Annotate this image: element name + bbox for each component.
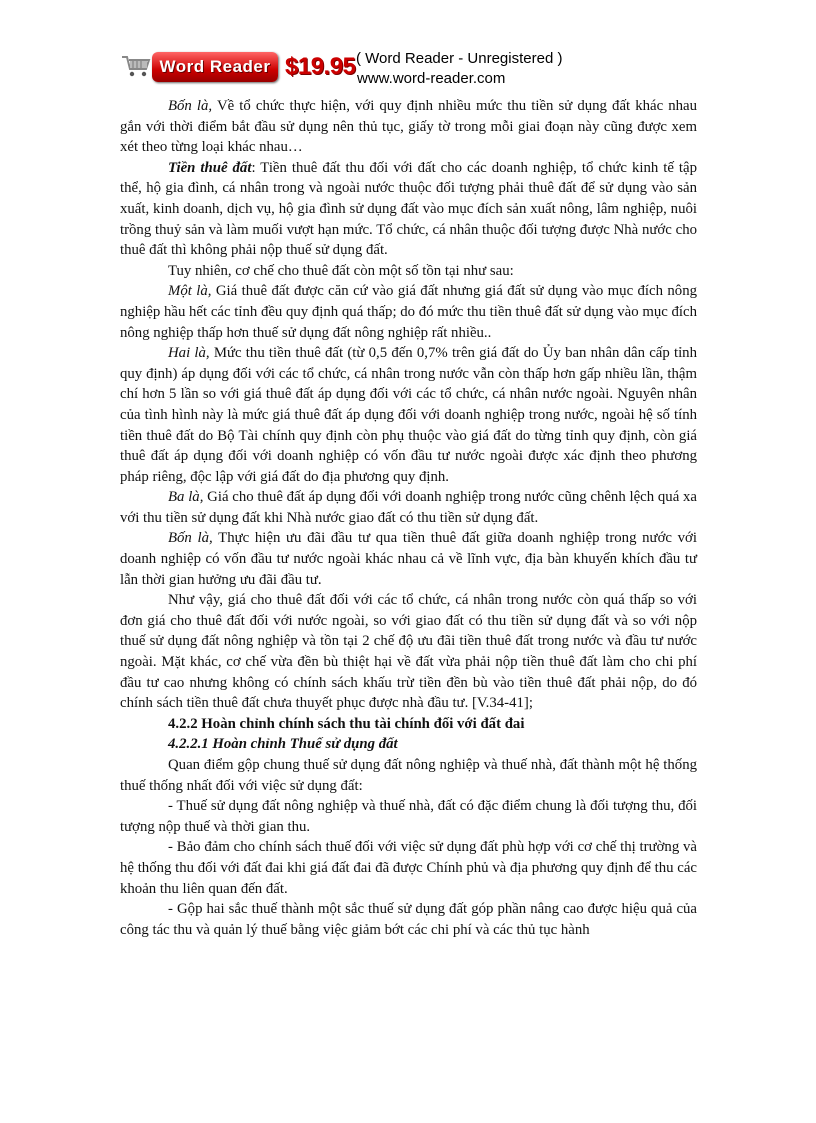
website-link[interactable]: www.word-reader.com (357, 70, 506, 87)
word-reader-badge[interactable] (152, 52, 278, 82)
paragraph-text: Giá thuê đất được căn cứ vào giá đất nhưng giá đất sử dụng vào mục đích nông nghiệp hầu hết các tỉnh đều quy định quá thấp; do đó mức thu tiền thuê đất sử dụng vào mục đích nông nghiệp thấp hơn thuế sử dụng đất nông nghiệp rất nhiều.. (120, 283, 697, 341)
paragraph (120, 343, 697, 487)
paragraph-lead: Một là, (168, 283, 212, 300)
paragraph: Quan điểm gộp chung thuế sử dụng đất nông nghiệp và thuế nhà, đất thành một hệ thống thuế thống nhất đối với việc sử dụng đất: (120, 757, 697, 794)
paragraph-text: Tuy nhiên, cơ chế cho thuê đất còn một số tồn tại như sau: (168, 262, 514, 279)
paragraph: - Gộp hai sắc thuế thành một sắc thuế sử dụng đất góp phần nâng cao được hiệu quả của công tác thu và quản lý thuế bằng việc giảm bớt các chi phí và các thủ tục hành (120, 901, 697, 938)
paragraph-text: Về tổ chức thực hiện, với quy định nhiều mức thu tiền sử dụng đất khác nhau gắn với thời điểm bắt đầu sử dụng nên thủ tục, giấy tờ trong mỗi giai đoạn này cũng được xem xét theo từng loại khác nhau… (120, 98, 697, 156)
unregistered-label: ( Word Reader - Unregistered ) (356, 50, 563, 67)
subsection-heading: 4.2.2.1 Hoàn chỉnh Thuế sử dụng đất (168, 736, 398, 753)
paragraph-text: Giá cho thuê đất áp dụng đối với doanh nghiệp trong nước cũng chênh lệch quá xa với thu tiền sử dụng đất khi Nhà nước giao đất có thu tiền sử dụng đất. (120, 489, 697, 526)
paragraph (120, 281, 697, 343)
paragraph-lead: Tiền thuê đất (168, 159, 252, 176)
paragraph-text: : Tiền thuê đất thu đối với đất cho các doanh nghiệp, tổ chức kinh tế tập thể, hộ gia đình, cá nhân trong và ngoài nước thuộc đối tượng phải thuê đất để sử dụng vào sản xuất, kinh doanh, dịch vụ, hộ gia đình sử dụng đất vào mục đích sản xuất nông, lâm nghiệp, nuôi trồng thuỷ sản và làm muối vượt hạn mức. Tổ chức, cá nhân thuộc đối tượng được Nhà nước cho thuê đất thì không phải nộp thuế sử dụng đất. (120, 159, 698, 259)
paragraph: - Thuế sử dụng đất nông nghiệp và thuế nhà, đất có đặc điểm chung là đối tượng thu, đối tượng nộp thuế và thời gian thu. (120, 798, 697, 835)
paragraph (120, 158, 697, 261)
paragraph (120, 96, 697, 158)
paragraph-text: Thực hiện ưu đãi đầu tư qua tiền thuê đất giữa doanh nghiệp trong nước với doanh nghiệp có vốn đầu tư nước ngoài khác nhau cả về lĩnh vực, địa bàn khuyến khích đầu tư lẫn thời gian hưởng ưu đãi đầu tư. (120, 530, 697, 588)
price-label: $19.95 (285, 53, 356, 80)
paragraph (120, 261, 697, 282)
paragraph-lead: Hai là, (168, 345, 210, 362)
paragraph-lead: Ba là, (168, 489, 204, 506)
paragraph: - Bảo đảm cho chính sách thuế đối với việc sử dụng đất phù hợp với cơ chế thị trường và hệ thống thu đối với đất đai khi giá đất đai đã được Chính phủ và địa phương quy định để thu các khoản thu liên quan đến đất. (120, 839, 697, 897)
paragraph-lead: Bốn là, (168, 98, 213, 114)
shopping-cart-icon (121, 54, 151, 78)
paragraph (120, 487, 697, 528)
paragraph-text: Mức thu tiền thuê đất (từ 0,5 đến 0,7% trên giá đất do Ủy ban nhân dân cấp tỉnh quy định) áp dụng đối với các tổ chức, cá nhân trong nước vẫn còn thấp hơn gấp nhiều lần, thậm chí hơn 5 lần so với giá thuê đất áp dụng đối với các tổ chức, cá nhân nước ngoài. Nguyên nhân của tình hình này là mức giá thuê đất áp dụng đối với doanh nghiệp trong nước, ngoài hệ số tính tiền thuê đất do Bộ Tài chính quy định còn phụ thuộc vào giá đất do từng tỉnh quy định, còn giá thuê đất áp dụng đối với doanh nghiệp có vốn đầu tư nước ngoài được xác định theo phương pháp riêng, độc lập với giá đất do địa phương quy định. (120, 345, 697, 485)
section-heading: 4.2.2 Hoàn chỉnh chính sách thu tài chính đối với đất đai (168, 715, 525, 732)
badge-text: Word Reader (159, 57, 271, 76)
document-body (120, 96, 697, 940)
watermark-header (121, 46, 681, 92)
paragraph (120, 590, 697, 714)
paragraph-text: Như vậy, giá cho thuê đất đối với các tổ chức, cá nhân trong nước còn quá thấp so với đơn giá cho thuê đất đối với nước ngoài, so với giao đất có thu tiền sử dụng đất và so với nộp thuế sử dụng đất nông nghiệp và tồn tại 2 chế độ ưu đãi tiền thuê đất trong nước và đầu tư nước ngoài. Mặt khác, cơ chế vừa đền bù thiệt hại về đất vừa phải nộp tiền thuê đất làm cho chi phí đầu tư cao nhưng không có chính sách khấu trừ tiền đền bù vào tiền thuê đất phải nộp, do đó chính sách tiền thuê đất chưa thuyết phục được nhà đầu tư. [V.34-41]; (120, 592, 697, 712)
paragraph (120, 528, 697, 590)
paragraph-lead: Bốn là, (168, 530, 213, 547)
